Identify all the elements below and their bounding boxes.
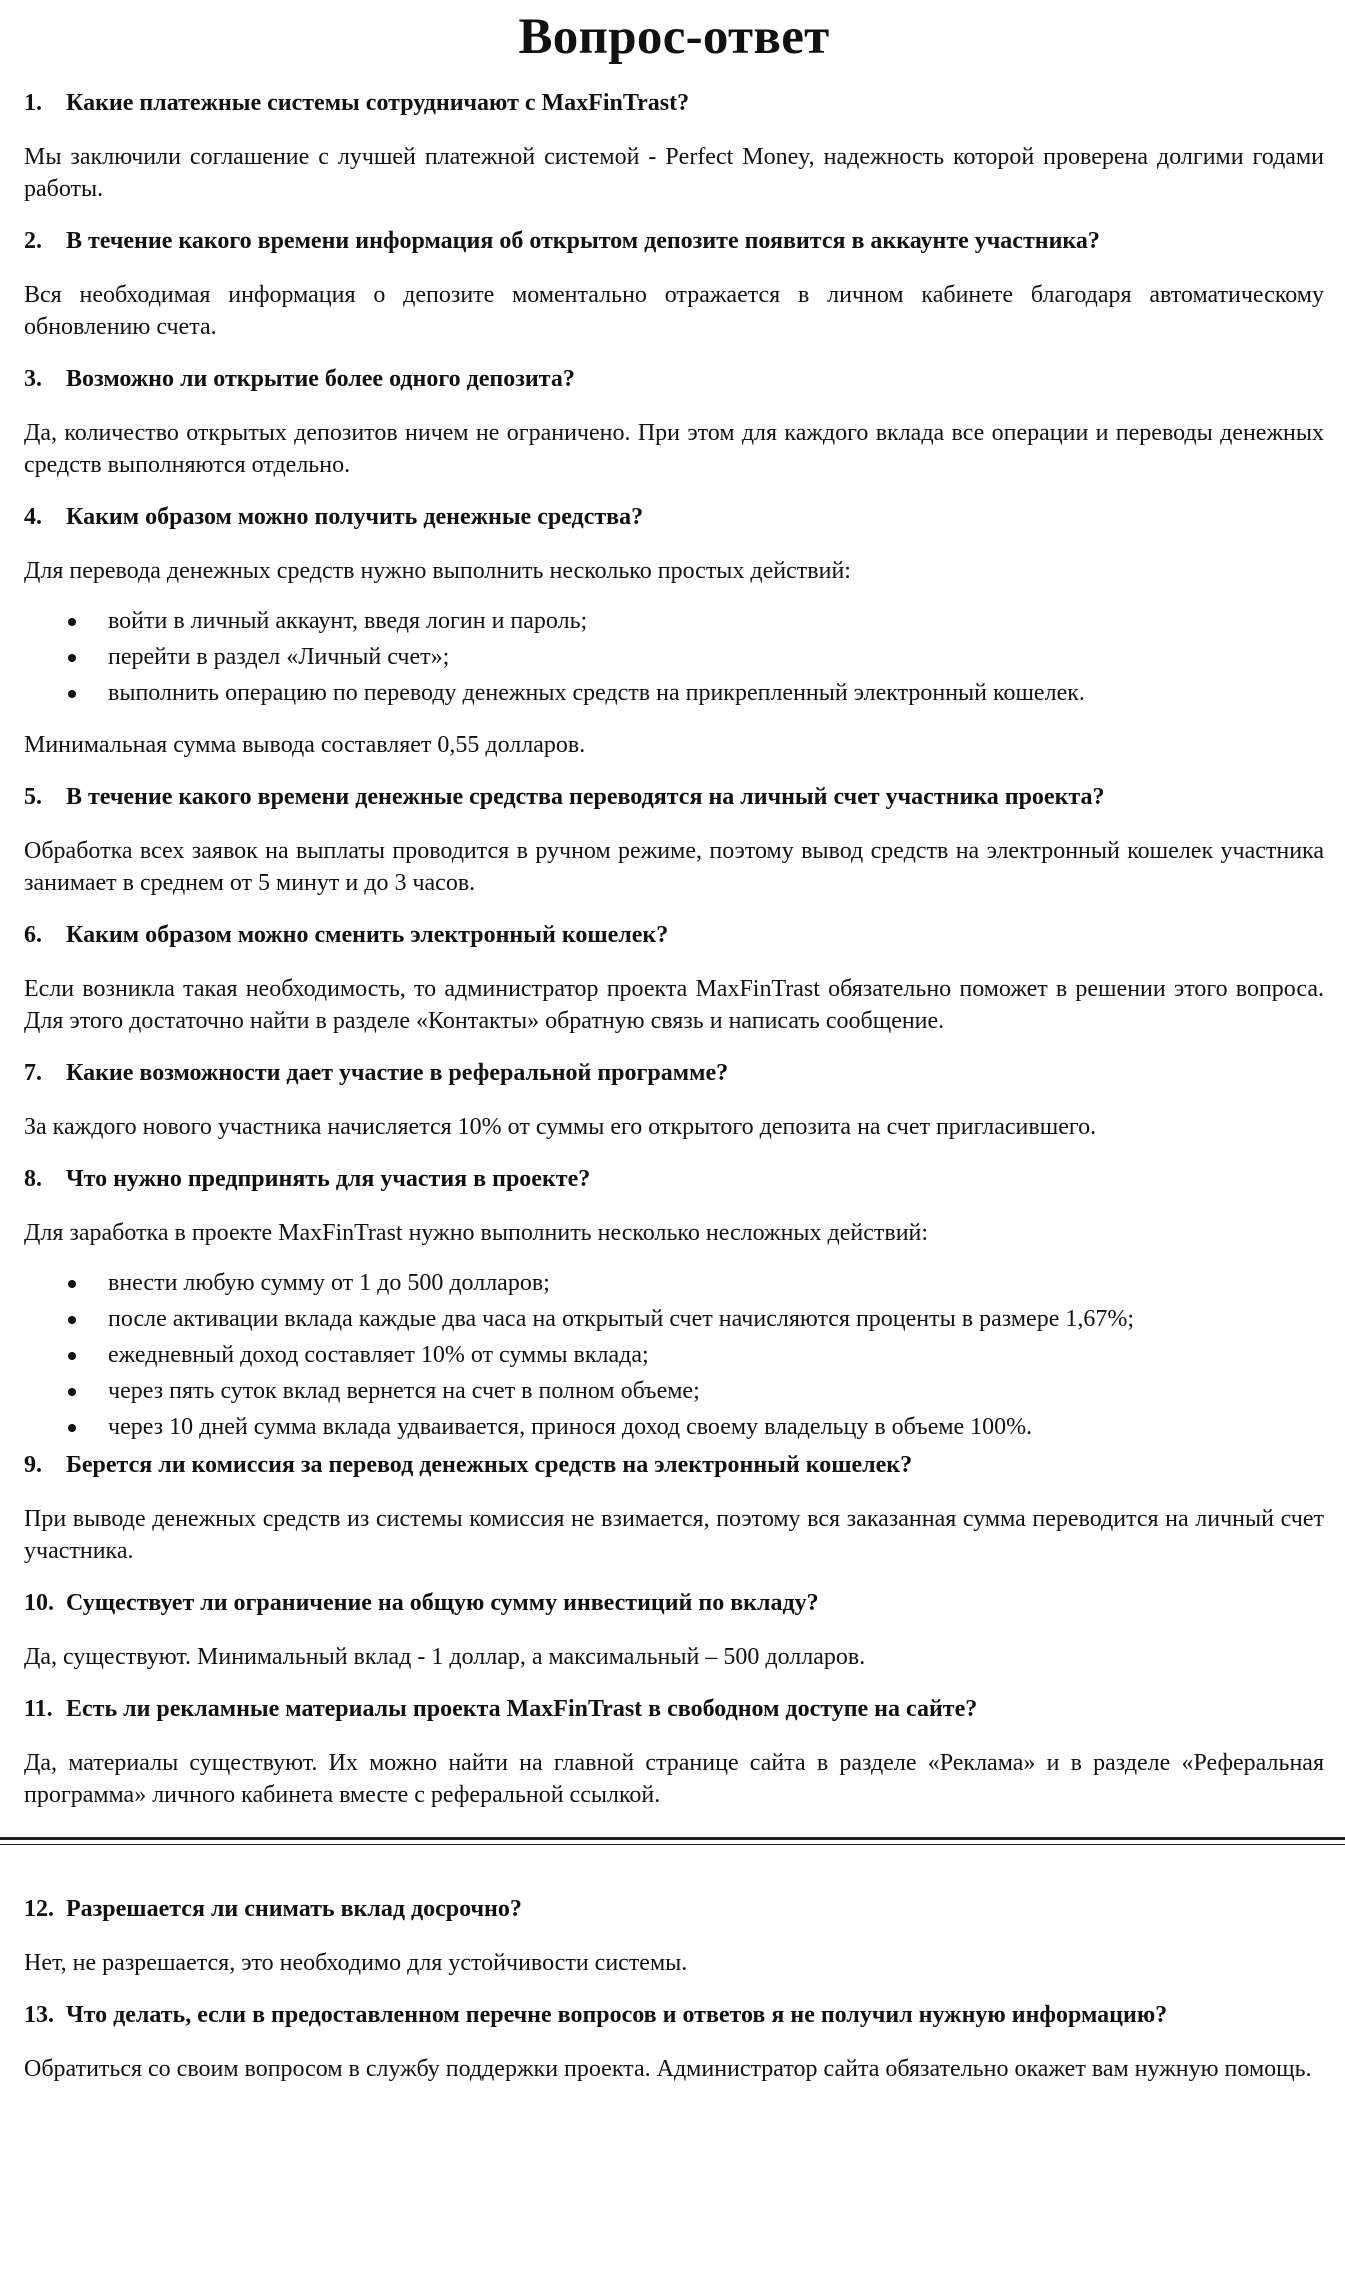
faq-document — [24, 0, 1324, 2105]
faq-item-6 — [24, 919, 1324, 1037]
answer-text: При выводе денежных средств из системы комиссия не взимается, поэтому вся заказанная сумма переводится на личный счет участника. — [24, 1506, 1324, 1564]
bullet-list — [24, 603, 1324, 711]
question-text: Возможно ли открытие более одного депозита? — [66, 366, 575, 392]
question — [24, 781, 1324, 813]
answer-text: Да, количество открытых депозитов ничем не ограничено. При этом для каждого вклада все операции и переводы денежных средств выполняются отдельно. — [24, 420, 1324, 478]
question-text: Берется ли комиссия за перевод денежных средств на электронный кошелек? — [66, 1452, 913, 1478]
question-number: 2. — [24, 228, 42, 254]
question-text: В течение какого времени информация об открытом депозите появится в аккаунте участника? — [66, 228, 1100, 254]
question-number: 3. — [24, 366, 42, 392]
question — [24, 363, 1324, 395]
faq-item-8 — [24, 1163, 1324, 1445]
answer-text: Нет, не разрешается, это необходимо для устойчивости системы. — [24, 1950, 688, 1976]
question-number: 8. — [24, 1166, 42, 1192]
question — [24, 1893, 1324, 1925]
question — [24, 1163, 1324, 1195]
question-number: 6. — [24, 922, 42, 948]
question-text: Каким образом можно получить денежные средства? — [66, 504, 644, 530]
answer-text: Да, материалы существуют. Их можно найти на главной странице сайта в разделе «Реклама» и в разделе «Реферальная программа» личного кабинета вместе с реферальной ссылкой. — [24, 1750, 1324, 1808]
page-title: Вопрос-ответ — [518, 9, 830, 65]
answer-text: Вся необходимая информация о депозите моментально отражается в личном кабинете благодаря автоматическому обновлению счета. — [24, 282, 1324, 340]
list-item: войти в личный аккаунт, введя логин и пароль; — [24, 603, 1324, 639]
faq-item-1 — [24, 87, 1324, 205]
question — [24, 1587, 1324, 1619]
list-item: внести любую сумму от 1 до 500 долларов; — [24, 1265, 1324, 1301]
page-divider — [0, 1837, 1345, 1845]
question-text: Разрешается ли снимать вклад досрочно? — [66, 1896, 522, 1922]
faq-item-2 — [24, 225, 1324, 343]
question — [24, 225, 1324, 257]
answer-text: Обработка всех заявок на выплаты проводится в ручном режиме, поэтому вывод средств на электронный кошелек участника занимает в среднем от 5 минут и до 3 часов. — [24, 838, 1324, 896]
question-text: Существует ли ограничение на общую сумму инвестиций по вкладу? — [66, 1590, 819, 1616]
question-text: Какие платежные системы сотрудничают с MaxFinTrast? — [66, 90, 690, 116]
list-item: через 10 дней сумма вклада удваивается, принося доход своему владельцу в объеме 100%. — [24, 1409, 1324, 1445]
bullet-list — [24, 1265, 1324, 1445]
question — [24, 501, 1324, 533]
question — [24, 1693, 1324, 1725]
list-item: выполнить операцию по переводу денежных средств на прикрепленный электронный кошелек. — [24, 675, 1324, 711]
answer-text: Если возникла такая необходимость, то администратор проекта MaxFinTrast обязательно поможет в решении этого вопроса. Для этого достаточно найти в разделе «Контакты» обратную связь и написать сообщение. — [24, 976, 1324, 1034]
faq-item-9 — [24, 1449, 1324, 1567]
question — [24, 87, 1324, 119]
question-number: 1. — [24, 90, 42, 116]
question-text: Что делать, если в предоставленном перечне вопросов и ответов я не получил нужную информацию? — [66, 2002, 1168, 2028]
answer-text: Для заработка в проекте MaxFinTrast нужно выполнить несколько несложных действий: — [24, 1220, 929, 1246]
faq-item-7 — [24, 1057, 1324, 1143]
question-text: Какие возможности дает участие в реферальной программе? — [66, 1060, 729, 1086]
list-item: через пять суток вклад вернется на счет в полном объеме; — [24, 1373, 1324, 1409]
answer-note: Минимальная сумма вывода составляет 0,55 долларов. — [24, 732, 586, 758]
question — [24, 1449, 1324, 1481]
question-number: 10. — [24, 1590, 54, 1616]
answer-text: Обратиться со своим вопросом в службу поддержки проекта. Администратор сайта обязательно окажет вам нужную помощь. — [24, 2056, 1312, 2082]
answer-text: Мы заключили соглашение с лучшей платежной системой - Perfect Money, надежность которой проверена долгими годами работы. — [24, 144, 1324, 202]
faq-item-10 — [24, 1587, 1324, 1673]
question-text: В течение какого времени денежные средства переводятся на личный счет участника проекта? — [66, 784, 1105, 810]
list-item: ежедневный доход составляет 10% от суммы вклада; — [24, 1337, 1324, 1373]
list-item: после активации вклада каждые два часа на открытый счет начисляются проценты в размере 1,67%; — [24, 1301, 1324, 1337]
question-text: Есть ли рекламные материалы проекта MaxFinTrast в свободном доступе на сайте? — [66, 1696, 978, 1722]
answer-text: За каждого нового участника начисляется 10% от суммы его открытого депозита на счет пригласившего. — [24, 1114, 1097, 1140]
answer-text: Для перевода денежных средств нужно выполнить несколько простых действий: — [24, 558, 851, 584]
list-item: перейти в раздел «Личный счет»; — [24, 639, 1324, 675]
answer-text: Да, существуют. Минимальный вклад - 1 доллар, а максимальный – 500 долларов. — [24, 1644, 866, 1670]
faq-item-12 — [24, 1893, 1324, 1979]
question-number: 9. — [24, 1452, 42, 1478]
faq-item-13 — [24, 1999, 1324, 2085]
question — [24, 1057, 1324, 1089]
faq-item-4 — [24, 501, 1324, 761]
faq-item-3 — [24, 363, 1324, 481]
question-text: Что нужно предпринять для участия в проекте? — [66, 1166, 591, 1192]
faq-item-11 — [24, 1693, 1324, 1811]
question — [24, 919, 1324, 951]
question-number: 5. — [24, 784, 42, 810]
question-number: 4. — [24, 504, 42, 530]
question-number: 13. — [24, 2002, 54, 2028]
question-number: 12. — [24, 1896, 54, 1922]
question-number: 7. — [24, 1060, 42, 1086]
faq-item-5 — [24, 781, 1324, 899]
question-text: Каким образом можно сменить электронный кошелек? — [66, 922, 669, 948]
question-number: 11. — [24, 1696, 53, 1722]
question — [24, 1999, 1324, 2031]
